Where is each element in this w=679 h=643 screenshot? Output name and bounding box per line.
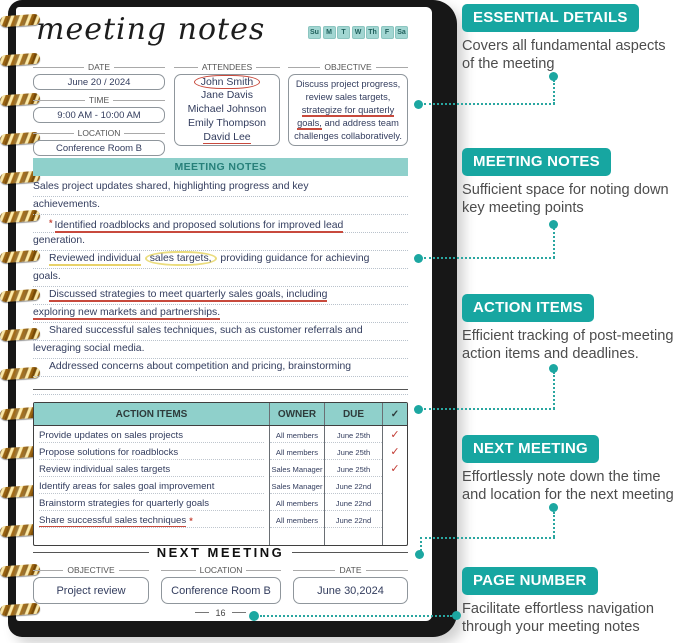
table-row xyxy=(34,443,407,460)
task-cell xyxy=(34,494,269,511)
connector-dot xyxy=(549,220,558,229)
next-meeting-field-value: Project review xyxy=(33,577,149,604)
task-text-wrap xyxy=(39,446,264,460)
task-text: Brainstorm strategies for quarterly goals xyxy=(39,498,210,509)
task-text-wrap xyxy=(39,463,264,477)
note-segment: providing guidance for achieving xyxy=(217,253,370,264)
weekday-strip xyxy=(308,26,408,39)
rule xyxy=(161,570,196,571)
callout-badge: PAGE NUMBER xyxy=(462,567,598,595)
callout-badge: ACTION ITEMS xyxy=(462,294,594,322)
action-items-table-header xyxy=(34,403,407,426)
spiral-ring xyxy=(0,14,40,28)
location-field: Conference Room B xyxy=(33,140,165,156)
spacer-cell xyxy=(269,528,324,545)
connector-dot xyxy=(414,100,423,109)
page-number: 16 xyxy=(33,608,408,618)
due-text: June 22nd xyxy=(325,480,382,494)
note-segment: exploring new markets and partnerships. xyxy=(33,307,221,318)
owner-text: All members xyxy=(270,429,324,443)
note-segment: achievements. xyxy=(33,199,100,210)
meeting-details-column xyxy=(33,62,165,161)
task-text: Propose solutions for roadblocks xyxy=(39,447,179,458)
callout-description: Effortlessly note down the time and location for the next meeting xyxy=(462,469,674,503)
connector-dot xyxy=(549,364,558,373)
table-row xyxy=(34,494,407,511)
owner-cell xyxy=(269,426,324,443)
check-cell xyxy=(382,511,407,528)
objective-box xyxy=(288,74,408,146)
note-line xyxy=(33,341,408,359)
callout-next-meeting xyxy=(462,435,676,505)
weekday-box: F xyxy=(381,26,394,39)
attendee-name-text: Michael Johnson xyxy=(187,103,267,116)
checkmark-icon: ✓ xyxy=(382,443,407,460)
objective-section xyxy=(288,62,408,146)
owner-cell xyxy=(269,443,324,460)
star-icon: * xyxy=(49,218,53,228)
page-title: meeting notes xyxy=(36,12,266,47)
col-header-task: ACTION ITEMS xyxy=(115,408,188,420)
connector-dot xyxy=(414,254,423,263)
connector-dot xyxy=(249,611,259,621)
owner-cell xyxy=(269,494,324,511)
callout-description: Efficient tracking of post-meeting action items and deadlines. xyxy=(462,328,674,362)
task-text: Share successful sales techniques xyxy=(39,514,187,526)
note-line xyxy=(33,233,408,251)
next-meeting-heading: NEXT MEETING xyxy=(33,545,408,560)
note-segment: strategize for quarterly goals, xyxy=(297,104,395,128)
weekday-box: M xyxy=(323,26,336,39)
section-divider xyxy=(33,389,408,390)
due-text: June 22nd xyxy=(325,514,382,528)
task-text-wrap xyxy=(39,429,264,443)
table-row xyxy=(34,460,407,477)
due-cell xyxy=(324,443,382,460)
note-segment: and address team challenges collaboratively. xyxy=(294,117,402,141)
callout-badge: MEETING NOTES xyxy=(462,148,611,176)
task-cell xyxy=(34,511,269,528)
next-meeting-field xyxy=(161,565,281,604)
note-segment: Shared successful sales techniques, such as customer referrals and xyxy=(49,325,363,336)
next-meeting-field-label xyxy=(161,565,281,575)
weekday-box: W xyxy=(352,26,365,39)
callout-description: Sufficient space for noting down key meeting points xyxy=(462,182,669,216)
due-cell xyxy=(324,494,382,511)
note-segment: Identified roadblocks and proposed solutions for improved lead xyxy=(54,220,344,231)
spacer-cell xyxy=(382,528,407,545)
rule xyxy=(119,570,149,571)
note-line xyxy=(33,323,408,341)
next-meeting-field xyxy=(293,565,408,604)
table-row xyxy=(34,426,407,443)
date-label: DATE xyxy=(33,62,165,72)
weekday-box: T xyxy=(337,26,350,39)
task-cell xyxy=(34,477,269,494)
note-segment: leveraging social media. xyxy=(33,343,145,354)
action-items-rows xyxy=(34,426,407,545)
note-segment: goals. xyxy=(33,271,61,282)
action-items-table xyxy=(33,402,408,546)
attendees-section xyxy=(174,62,280,146)
next-meeting-field-value: Conference Room B xyxy=(161,577,281,604)
table-row xyxy=(34,511,407,528)
label-text: LOCATION xyxy=(199,565,243,575)
next-meeting-field-label xyxy=(33,565,149,575)
connector-dot xyxy=(549,72,558,81)
next-meeting-boxes xyxy=(33,565,408,604)
owner-cell xyxy=(269,511,324,528)
attendee-name xyxy=(188,117,266,131)
note-line xyxy=(33,197,408,215)
label-text: DATE xyxy=(339,565,362,575)
rule xyxy=(293,570,335,571)
rule xyxy=(246,570,281,571)
connector-dot xyxy=(549,503,558,512)
connector-dot xyxy=(415,550,424,559)
callout-badge: ESSENTIAL DETAILS xyxy=(462,4,639,32)
connector-dot xyxy=(414,405,423,414)
next-meeting-field-value: June 30,2024 xyxy=(293,577,408,604)
rule xyxy=(366,570,408,571)
due-cell xyxy=(324,511,382,528)
due-cell xyxy=(324,426,382,443)
col-header-owner: OWNER xyxy=(269,403,324,425)
note-segment: Sales project updates shared, highlighting progress and key xyxy=(33,181,309,192)
owner-text: All members xyxy=(270,446,324,460)
note-line xyxy=(33,305,408,323)
callout-description: Covers all fundamental aspects of the meeting xyxy=(462,38,666,72)
col-header-check-icon: ✓ xyxy=(382,403,407,425)
callout-badge: NEXT MEETING xyxy=(462,435,599,463)
due-text: June 22nd xyxy=(325,497,382,511)
attendee-name-text: David Lee xyxy=(203,130,251,143)
callout-meeting-notes xyxy=(462,148,676,218)
owner-text: All members xyxy=(270,514,324,528)
checkmark-icon: ✓ xyxy=(382,426,407,443)
task-text: Review individual sales targets xyxy=(39,464,171,475)
note-segment: sales targets, xyxy=(145,251,217,266)
note-segment xyxy=(141,253,144,264)
spacer-cell xyxy=(34,528,269,545)
due-text: June 25th xyxy=(325,446,382,460)
attendee-name-text: Emily Thompson xyxy=(187,116,266,129)
connector-dot xyxy=(452,611,461,620)
task-text-wrap xyxy=(39,480,264,494)
check-cell xyxy=(382,494,407,511)
weekday-box: Th xyxy=(366,26,379,39)
attendee-name xyxy=(203,131,250,145)
next-meeting-field xyxy=(33,565,149,604)
callout-action-items xyxy=(462,294,676,364)
note-segment: generation. xyxy=(33,235,85,246)
attendees-label: ATTENDEES xyxy=(174,62,280,72)
spacer-cell xyxy=(324,528,382,545)
check-cell xyxy=(382,477,407,494)
task-text: Identify areas for sales goal improvement xyxy=(39,481,215,492)
callout-essential-details xyxy=(462,4,676,74)
task-cell xyxy=(34,460,269,477)
checkmark-icon: ✓ xyxy=(382,460,407,477)
objective-label: OBJECTIVE xyxy=(288,62,408,72)
note-line xyxy=(33,269,408,287)
attendee-name-text: Jane Davis xyxy=(201,89,253,102)
callout-page-number xyxy=(462,567,676,637)
due-cell xyxy=(324,460,382,477)
task-cell xyxy=(34,443,269,460)
next-meeting-field-label xyxy=(293,565,408,575)
meeting-notes-header: MEETING NOTES xyxy=(33,158,408,176)
note-segment: Reviewed individual xyxy=(49,253,141,264)
task-text: Provide updates on sales projects xyxy=(39,430,183,441)
col-header-due: DUE xyxy=(324,403,382,425)
rule xyxy=(33,570,63,571)
star-icon: * xyxy=(189,515,193,526)
weekday-box: Sa xyxy=(395,26,408,39)
location-label: LOCATION xyxy=(33,128,165,138)
task-cell xyxy=(34,426,269,443)
table-spacer-row xyxy=(34,528,407,545)
owner-cell xyxy=(269,477,324,494)
owner-cell xyxy=(269,460,324,477)
note-line xyxy=(33,359,408,377)
attendees-box xyxy=(174,74,280,146)
meeting-notes-area xyxy=(33,179,408,395)
attendee-name xyxy=(188,103,267,117)
time-field: 9:00 AM - 10:00 AM xyxy=(33,107,165,123)
callout-description: Facilitate effortless navigation through your meeting notes xyxy=(462,601,654,635)
task-text-wrap xyxy=(39,497,264,511)
note-segment: Discuss project progress, review sales targets, xyxy=(295,78,401,102)
note-line xyxy=(33,179,408,197)
date-field: June 20 / 2024 xyxy=(33,74,165,90)
label-text: OBJECTIVE xyxy=(67,565,115,575)
time-label: TIME xyxy=(33,95,165,105)
attendee-name xyxy=(194,76,261,90)
due-text: June 25th xyxy=(325,429,382,443)
due-cell xyxy=(324,477,382,494)
owner-text: Sales Manager xyxy=(270,463,324,477)
weekday-box: Su xyxy=(308,26,321,39)
table-row xyxy=(34,477,407,494)
attendee-name xyxy=(201,89,253,103)
note-segment: Discussed strategies to meet quarterly sales goals, including xyxy=(49,289,328,300)
note-line xyxy=(33,251,408,269)
attendee-name-text: John Smith xyxy=(194,75,261,89)
due-text: June 25th xyxy=(325,463,382,477)
owner-text: All members xyxy=(270,497,324,511)
note-segment: Addressed concerns about competition and pricing, brainstorming xyxy=(49,361,352,372)
note-line xyxy=(33,377,408,395)
note-line xyxy=(33,287,408,305)
task-text-wrap xyxy=(39,514,264,528)
note-line xyxy=(33,215,408,233)
owner-text: Sales Manager xyxy=(270,480,324,494)
